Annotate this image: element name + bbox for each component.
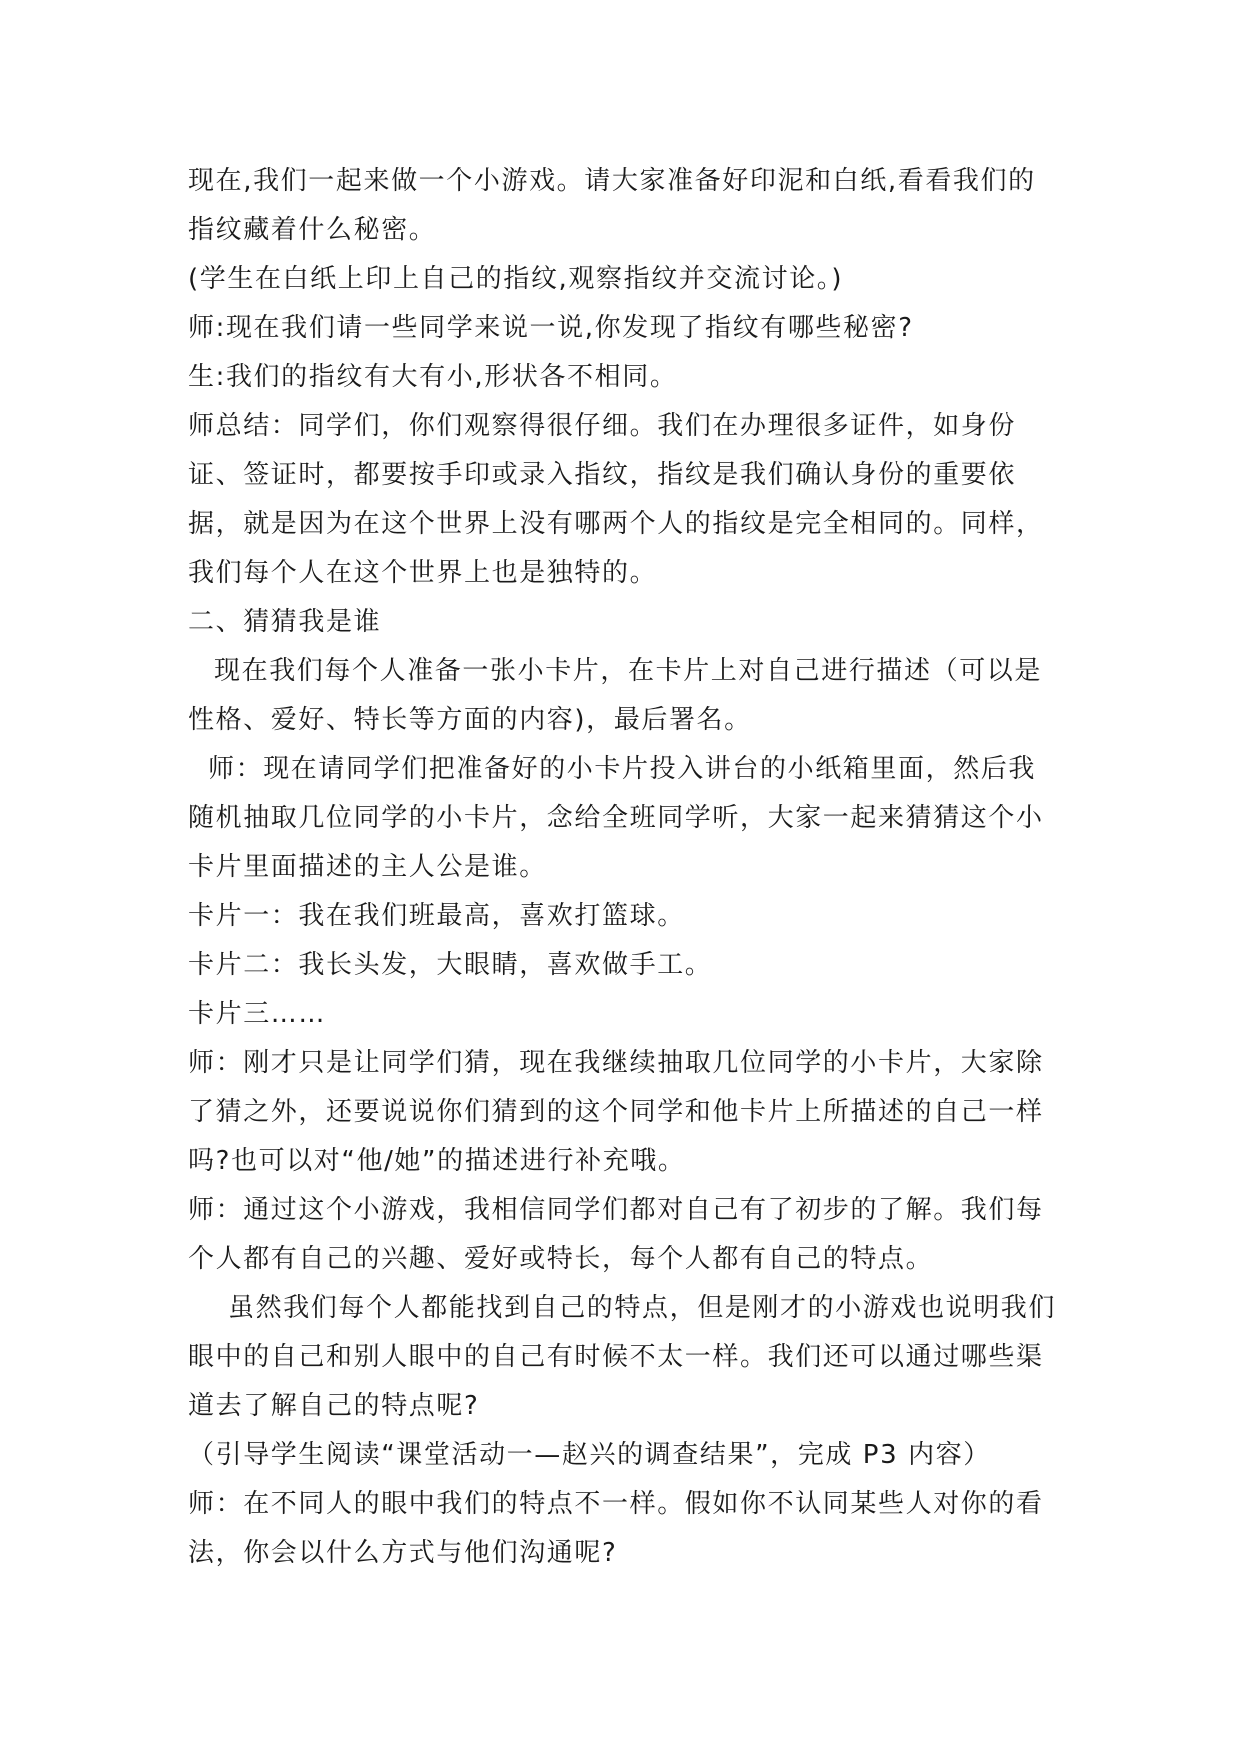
paragraph-teacher-communication: 师：在不同人的眼中我们的特点不一样。假如你不认同某些人对你的看法，你会以什么方式与他们沟通呢? [188, 1489, 1044, 1568]
paragraph-teacher-question: 师:现在我们请一些同学来说一说,你发现了指纹有哪些秘密? [188, 313, 914, 343]
paragraph-guide-reading: （引导学生阅读“课堂活动一—赵兴的调查结果”，完成 P3 内容） [188, 1440, 991, 1470]
paragraph-card-instructions: 现在我们每个人准备一张小卡片，在卡片上对自己进行描述（可以是性格、爱好、特长等方面的内容)，最后署名。 [188, 656, 1043, 735]
paragraph-teacher-continue: 师：刚才只是让同学们猜，现在我继续抽取几位同学的小卡片，大家除了猜之外，还要说说你们猜到的这个同学和他卡片上所描述的自己一样吗?也可以对“他/她”的描述进行补充哦。 [188, 1048, 1044, 1176]
paragraph-fingerprint-game: 现在,我们一起来做一个小游戏。请大家准备好印泥和白纸,看看我们的指纹藏着什么秘密。 [188, 166, 1036, 245]
document-body [188, 157, 1058, 1578]
paragraph-teacher-summary: 师总结：同学们，你们观察得很仔细。我们在办理很多证件，如身份证、签证时，都要按手印或录入指纹，指纹是我们确认身份的重要依据，就是因为在这个世界上没有哪两个人的指纹是完全相同的。同样，我们每个人在这个世界上也是独特的。 [188, 411, 1044, 588]
paragraph-teacher-conclusion: 师：通过这个小游戏，我相信同学们都对自己有了初步的了解。我们每个人都有自己的兴趣、爱好或特长，每个人都有自己的特点。 [188, 1195, 1044, 1274]
paragraph-card-one: 卡片一：我在我们班最高，喜欢打篮球。 [188, 901, 685, 931]
paragraph-card-three: 卡片三…… [188, 999, 327, 1029]
paragraph-student-answer: 生:我们的指纹有大有小,形状各不相同。 [188, 362, 678, 392]
paragraph-student-activity: (学生在白纸上印上自己的指纹,观察指纹并交流讨论。) [188, 264, 844, 294]
paragraph-teacher-draw-cards: 师：现在请同学们把准备好的小卡片投入讲台的小纸箱里面，然后我随机抽取几位同学的小卡片，念给全班同学听，大家一起来猜猜这个小卡片里面描述的主人公是谁。 [188, 754, 1044, 882]
section-heading-guess-who: 二、猜猜我是谁 [188, 607, 382, 637]
paragraph-self-perception: 虽然我们每个人都能找到自己的特点，但是刚才的小游戏也说明我们眼中的自己和别人眼中的自己有时候不太一样。我们还可以通过哪些渠道去了解自己的特点呢? [188, 1293, 1057, 1421]
paragraph-card-two: 卡片二：我长头发，大眼睛，喜欢做手工。 [188, 950, 713, 980]
